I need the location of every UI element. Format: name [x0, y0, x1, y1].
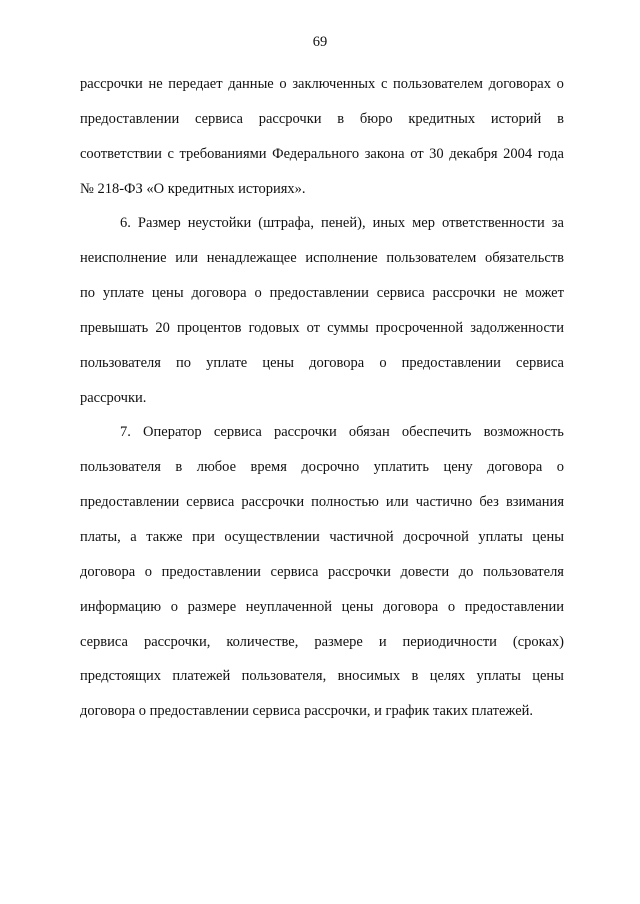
word: за [551, 215, 564, 232]
word: о [379, 354, 387, 371]
word: время [250, 459, 287, 476]
word: цены [532, 528, 564, 545]
word: Оператор [143, 424, 202, 441]
word: 7. [120, 424, 131, 441]
word: предоставлении [80, 494, 180, 511]
word: рассрочки [328, 563, 391, 580]
word: платежей [172, 668, 231, 685]
text-line [80, 319, 564, 354]
word: о [254, 285, 262, 302]
word: частично [415, 494, 473, 511]
word: от [410, 145, 424, 162]
word: пользователя [80, 354, 161, 371]
text-line [80, 493, 564, 528]
word: исполнение [305, 250, 378, 267]
word: также [146, 528, 183, 545]
word: ответственности [442, 215, 545, 232]
word: мер [412, 215, 435, 232]
word: без [479, 494, 499, 511]
word: пеней), [320, 215, 366, 232]
word: соответствии [80, 145, 162, 162]
word: сервиса [186, 494, 235, 511]
word: количестве, [226, 633, 299, 650]
word: в [175, 459, 183, 476]
word: договора [487, 459, 543, 476]
word: уплатить [373, 459, 430, 476]
word: не [148, 76, 163, 92]
text-line: договора о предоставлении сервиса рассрочки, и график таких платежей. [80, 703, 534, 720]
text-line [80, 110, 564, 145]
word: сервиса [213, 424, 262, 441]
word: периодичности [402, 633, 497, 650]
word: суммы [327, 319, 369, 336]
word: досрочно [301, 459, 360, 476]
word: с [380, 76, 388, 92]
word: рассрочки, [143, 633, 211, 650]
word: не [503, 285, 518, 302]
word: задолженности [470, 319, 564, 336]
word: передает [168, 76, 223, 92]
text-line [80, 563, 564, 598]
word: рассрочки [432, 285, 496, 302]
word: 30 [429, 145, 444, 162]
word: требованиями [179, 145, 267, 162]
word: предоставлении [161, 563, 261, 580]
word: в [557, 110, 564, 127]
word: при [192, 528, 215, 545]
text-line [80, 598, 564, 633]
word: и [378, 633, 387, 650]
word: договора [383, 598, 439, 615]
word: данные [228, 76, 274, 92]
document-body [80, 75, 564, 737]
text-line [80, 354, 564, 389]
page-number: 69 [312, 34, 328, 50]
word: о [556, 76, 564, 92]
word: вносимых [337, 668, 401, 685]
word: обязательств [484, 250, 564, 267]
word: сервиса [376, 285, 425, 302]
word: закона [364, 145, 405, 162]
word: до [458, 563, 474, 580]
word: предоставлении [80, 110, 180, 127]
word: пользователем [386, 250, 477, 267]
word: предстоящих [80, 668, 162, 685]
text-line [80, 284, 564, 319]
word: по [176, 354, 192, 371]
word: информацию [80, 598, 162, 615]
word: в [337, 110, 345, 127]
word: просроченной [375, 319, 464, 336]
word: пользователя [483, 563, 564, 580]
text-line [80, 423, 564, 458]
word: кредитных [408, 110, 476, 127]
word: Размер [137, 215, 181, 232]
word: целях [429, 668, 466, 685]
text-line: рассрочки. [80, 389, 147, 406]
word: предоставлении [269, 285, 369, 302]
word: договора [80, 563, 136, 580]
word: взимания [505, 494, 564, 511]
word: частичной [329, 528, 394, 545]
word: договора [309, 354, 365, 371]
word: цену [443, 459, 473, 476]
word: размере [187, 598, 237, 615]
word: сервиса [515, 354, 564, 371]
word: уплате [102, 285, 144, 302]
word: цены [341, 598, 374, 615]
word: (штрафа, [258, 215, 314, 232]
word: обеспечить [401, 424, 472, 441]
text-line [80, 667, 564, 702]
word: от [306, 319, 320, 336]
word: цены [262, 354, 295, 371]
word: или [175, 250, 199, 267]
word: рассрочки [80, 76, 143, 92]
word: предоставлении [401, 354, 501, 371]
word: пользователя [80, 459, 161, 476]
word: заключенных [292, 76, 376, 92]
word: в [411, 668, 419, 685]
word: о [556, 459, 564, 476]
word: превышать [80, 319, 149, 336]
word: досрочной [403, 528, 469, 545]
word: полностью [311, 494, 379, 511]
word: сервиса [80, 633, 128, 650]
word: Федерального [272, 145, 360, 162]
text-line [80, 75, 564, 110]
word: бюро [359, 110, 393, 127]
word: размере [314, 633, 363, 650]
word: рассрочки [241, 494, 305, 511]
word: сервиса [195, 110, 243, 127]
word: или [385, 494, 409, 511]
text-line [80, 145, 564, 180]
word: 6. [120, 215, 131, 232]
text-line [80, 528, 564, 563]
word: осуществлении [224, 528, 320, 545]
text-line [80, 633, 564, 668]
word: может [525, 285, 564, 302]
word: рассрочки [258, 110, 322, 127]
word: уплате [206, 354, 248, 371]
word: декабря [449, 145, 498, 162]
word: о [170, 598, 178, 615]
word: цены [532, 668, 564, 685]
word: историй [490, 110, 542, 127]
word: ненадлежащее [206, 250, 297, 267]
word: иных [372, 215, 406, 232]
word: неуплаченной [245, 598, 332, 615]
word: годовых [248, 319, 300, 336]
word: довести [400, 563, 450, 580]
word: платы, [80, 528, 121, 545]
word: (сроках) [512, 633, 564, 650]
word: неустойки [187, 215, 252, 232]
text-line [80, 458, 564, 493]
word: договорах [488, 76, 551, 92]
text-line: № 218-ФЗ «О кредитных историях». [80, 180, 306, 197]
word: любое [196, 459, 237, 476]
word: цены [151, 285, 184, 302]
word: по [80, 285, 96, 302]
word: процентов [176, 319, 242, 336]
word: предоставлении [464, 598, 564, 615]
text-line [80, 249, 564, 284]
word: пользователя, [241, 668, 327, 685]
word: с [167, 145, 174, 162]
word: 20 [155, 319, 170, 336]
text-line [80, 214, 564, 249]
word: обязан [348, 424, 390, 441]
word: о [279, 76, 287, 92]
word: года [537, 145, 564, 162]
word: 2004 [503, 145, 533, 162]
word: уплаты [476, 668, 521, 685]
word: сервиса [270, 563, 319, 580]
word: а [130, 528, 137, 545]
word: уплаты [478, 528, 523, 545]
word: неисполнение [80, 250, 167, 267]
word: пользователем [393, 76, 483, 92]
word: о [144, 563, 153, 580]
word: возможность [483, 424, 564, 441]
word: о [447, 598, 456, 615]
word: рассрочки [273, 424, 337, 441]
word: договора [191, 285, 247, 302]
